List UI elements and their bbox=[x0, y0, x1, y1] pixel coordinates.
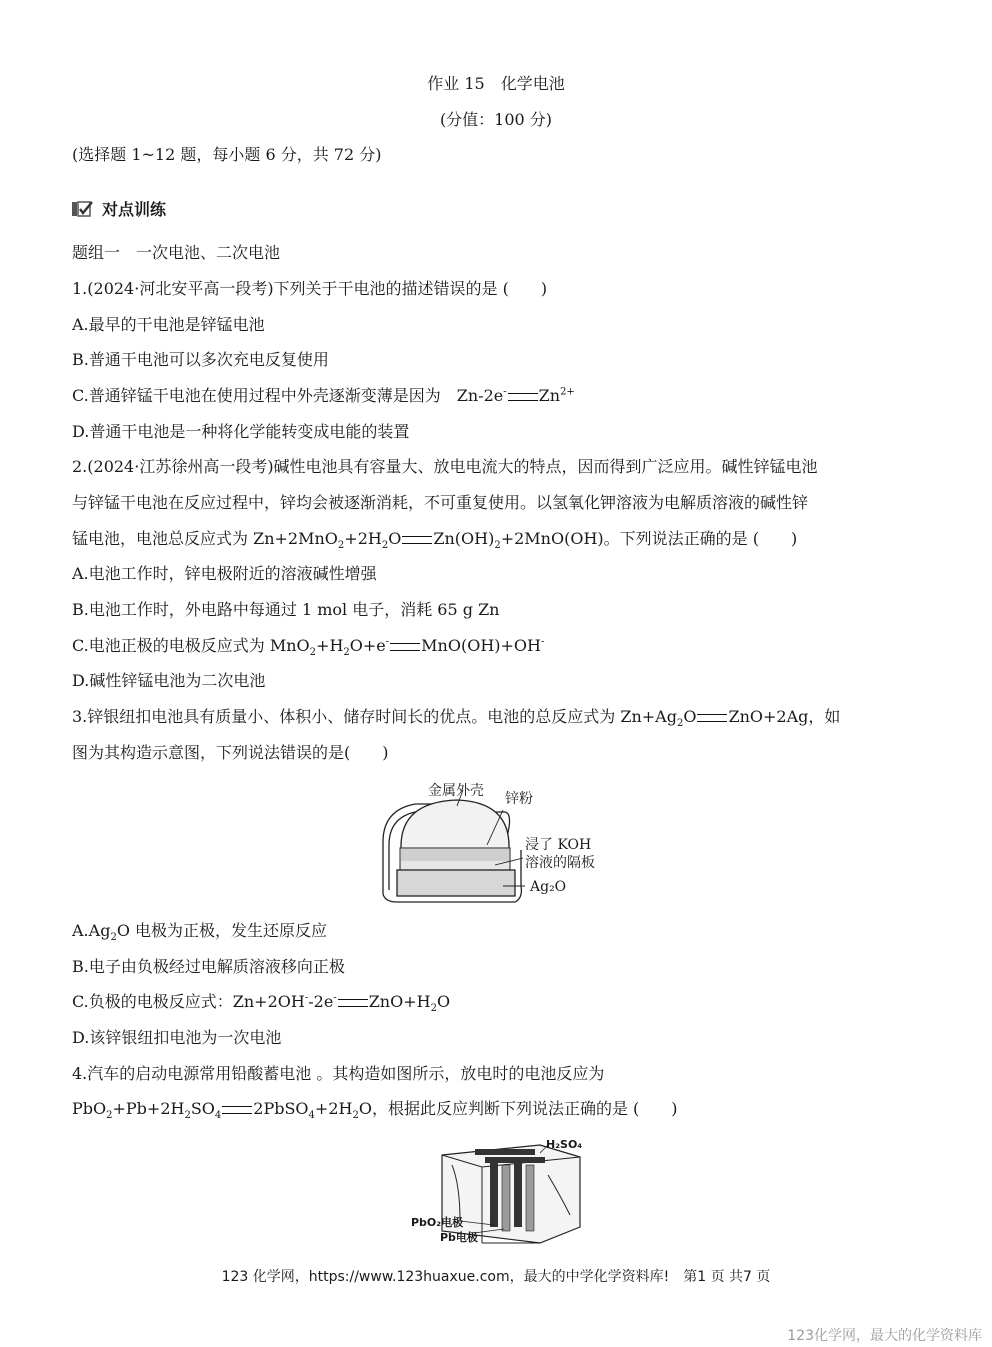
label-pb-electrode: Pb电极 bbox=[440, 1231, 478, 1244]
score-note: (分值：100 分) bbox=[439, 110, 553, 129]
q3-option-d: D.该锌银纽扣电池为一次电池 bbox=[72, 1028, 282, 1047]
watermark: 123化学网，最大的化学资料库 bbox=[787, 1328, 982, 1344]
q1-option-d: D.普通干电池是一种将化学能转变成电能的装置 bbox=[72, 422, 410, 441]
q4-stem-line2: $PbO_2+Pb+2H_2SO_4$ $2PbSO_4+2H_2O$，根据此反应判断下列说法正确的是 ( ) bbox=[72, 1099, 678, 1122]
section-title: 对点训练 bbox=[102, 200, 167, 219]
label-metal-shell: 金属外壳 bbox=[428, 783, 484, 799]
label-koh-line1: 浸了 KOH bbox=[525, 837, 592, 853]
q2-stem-line3: 锰电池，电池总反应式为 $Zn+2MnO_2+2H_2O$ $Zn(OH)_2+2MnO(OH)$。下列说法正确的是 ( ) bbox=[72, 529, 798, 552]
q2-option-b: B.电池工作时，外电路中每通过 1 mol 电子，消耗 65 g Zn bbox=[72, 600, 500, 619]
instruction: (选择题 1~12 题，每小题 6 分，共 72 分) bbox=[72, 145, 382, 164]
q2-option-c: C.电池正极的电极反应式为 $MnO_2+H_2O+e^-$ MnO(OH)+OH- bbox=[72, 636, 545, 659]
q2-stem-line2: 与锌锰干电池在反应过程中，锌均会被逐渐消耗，不可重复使用。以氢氧化钾溶液为电解质溶液的碱性锌 bbox=[72, 493, 809, 512]
label-koh-line2: 溶液的隔板 bbox=[525, 855, 595, 871]
q1-option-b: B.普通干电池可以多次充电反复使用 bbox=[72, 350, 329, 369]
page-footer: 123 化学网，https://www.123huaxue.com，最大的中学化学资料库! 第1 页 共7 页 bbox=[221, 1269, 771, 1285]
label-h2so4: H₂SO₄ bbox=[546, 1138, 583, 1151]
checklist-icon bbox=[72, 200, 96, 218]
label-zinc-powder: 锌粉 bbox=[505, 791, 533, 807]
q3-option-a: $A.Ag_2O$ 电极为正极，发生还原反应 bbox=[72, 921, 328, 944]
q3-stem-line1: 3.锌银纽扣电池具有质量小、体积小、储存时间长的优点。电池的总反应式为 $Zn+Ag_2O$ ZnO+2Ag，如 bbox=[72, 707, 841, 730]
label-ag2o: Ag₂O bbox=[530, 879, 567, 895]
q3-option-b: B.电子由负极经过电解质溶液移向正极 bbox=[72, 957, 345, 976]
q2-stem-line1: 2.(2024·江苏徐州高一段考)碱性电池具有容量大、放电电流大的特点，因而得到广泛应用。碱性锌锰电池 bbox=[72, 457, 818, 476]
q2-option-a: A.电池工作时，锌电极附近的溶液碱性增强 bbox=[72, 564, 377, 583]
q1-stem: 1.(2024·河北安平高一段考)下列关于干电池的描述错误的是 ( ) bbox=[72, 279, 548, 298]
section-heading bbox=[72, 197, 166, 220]
group-title: 题组一 一次电池、二次电池 bbox=[72, 243, 281, 262]
page-title: 作业 15 化学电池 bbox=[427, 74, 565, 93]
q4-stem-line1: 4.汽车的启动电源常用铅酸蓄电池 。其构造如图所示，放电时的电池反应为 bbox=[72, 1064, 605, 1083]
label-pbo2-electrode: PbO₂电极 bbox=[411, 1216, 464, 1229]
q3-option-c: C.负极的电极反应式：Zn+2OH--2e- $ZnO+H_2O$ bbox=[72, 992, 451, 1015]
q1-option-a: A.最早的干电池是锌锰电池 bbox=[72, 315, 265, 334]
q1-option-c: C.普通锌锰干电池在使用过程中外壳逐渐变薄是因为 Zn-2e- $Zn^{2+}$ bbox=[72, 386, 575, 405]
q2-option-d: D.碱性锌锰电池为二次电池 bbox=[72, 671, 266, 690]
q3-stem-line2: 图为其构造示意图，下列说法错误的是( ) bbox=[72, 743, 389, 762]
